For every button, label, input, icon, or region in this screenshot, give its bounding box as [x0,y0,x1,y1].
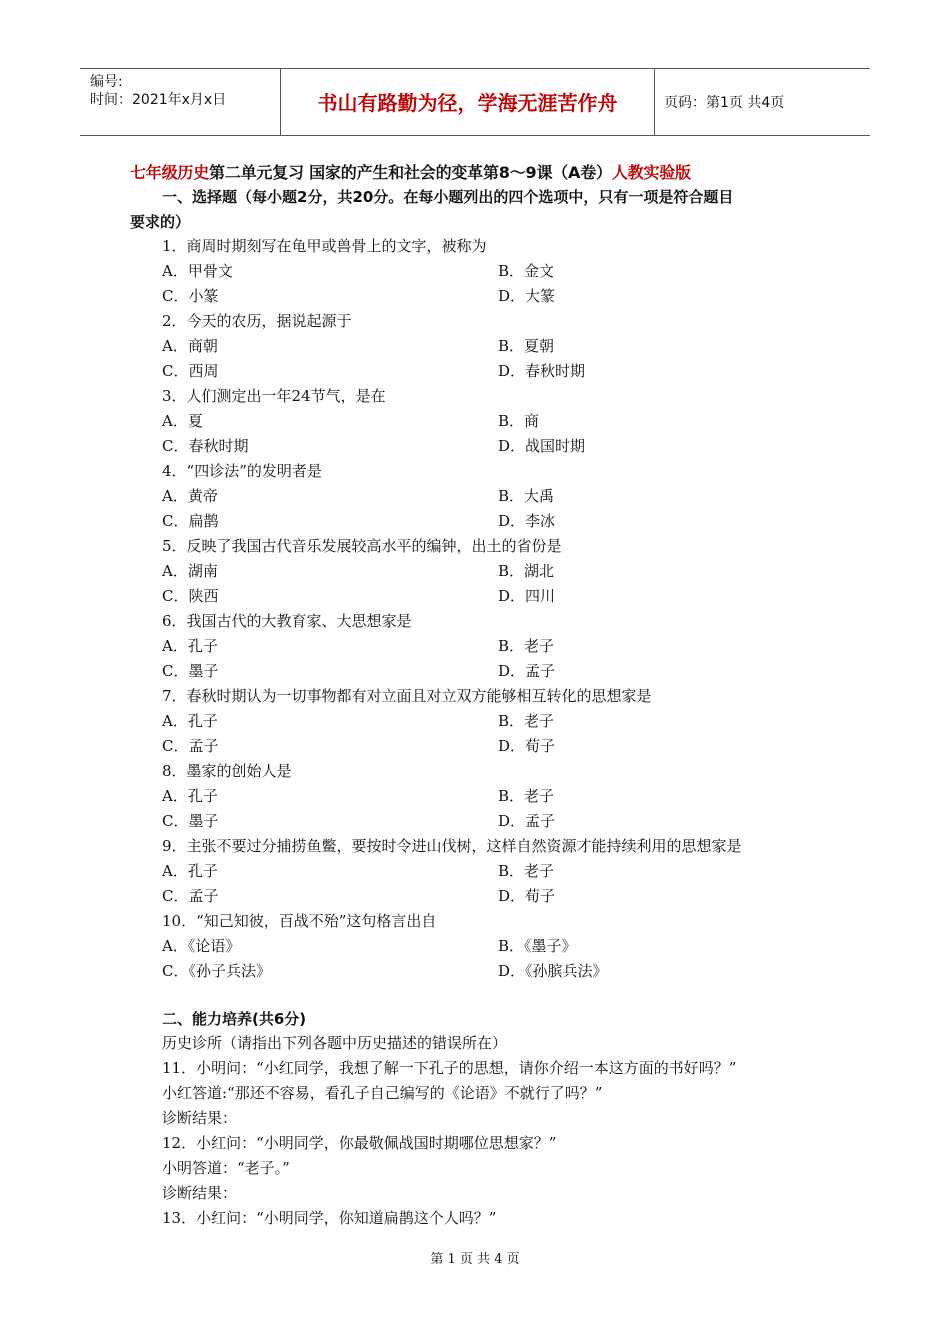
option-b: B．老子 [498,712,555,730]
question-stem: 9．主张不要过分捕捞鱼鳖，要按时令进山伐树，这样自然资源才能持续利用的思想家是 [162,837,742,855]
option-c: C．西周 [162,362,219,380]
section2-line: 13．小红问：“小明同学，你知道扁鹊这个人吗？” [162,1209,497,1227]
section1-heading-line1: 一、选择题（每小题2分，共20分。在每小题列出的四个选项中，只有一项是符合题目 [162,188,734,206]
option-b: B．老子 [498,787,555,805]
option-a: A．商朝 [162,337,218,355]
section2-line: 小明答道：“老子。” [162,1159,290,1177]
option-a: A．夏 [162,412,203,430]
option-d: D．春秋时期 [498,362,586,380]
document-number-label: 编号: [90,74,123,90]
title-edition: 人教实验版 [611,163,691,182]
option-a: A．湖南 [162,562,218,580]
document-title [130,160,691,183]
option-d: D．孟子 [498,662,556,680]
section2-line: 11．小明问：“小红同学，我想了解一下孔子的思想，请你介绍一本这方面的书好吗？” [162,1059,737,1077]
option-c: C．墨子 [162,662,219,680]
title-grade: 七年级历史 [130,163,210,182]
header-page-label: 页码：第1页 共4页 [664,95,785,111]
option-a: A．孔子 [162,862,218,880]
option-d: D．战国时期 [498,437,586,455]
document-date-label: 时间：2021年x月x日 [90,92,227,108]
question-stem: 10．“知己知彼，百战不殆”这句格言出自 [162,912,437,930]
option-d: D．荀子 [498,737,556,755]
option-d: D．荀子 [498,887,556,905]
option-d: D．大篆 [498,287,556,305]
option-b: B．商 [498,412,540,430]
section2-heading: 二、能力培养(共6分) [162,1010,307,1028]
section2-line: 12．小红问：“小明同学，你最敬佩战国时期哪位思想家？” [162,1134,557,1152]
option-a: A．孔子 [162,787,218,805]
option-c: C．春秋时期 [162,437,249,455]
section2-line: 小红答道:“那还不容易，看孔子自己编写的《论语》不就行了吗？” [162,1084,603,1102]
section1-heading-line2: 要求的） [130,213,191,231]
option-c: C．孟子 [162,887,219,905]
question-stem: 8．墨家的创始人是 [162,762,292,780]
header-divider [654,69,655,135]
question-stem: 2．今天的农历，据说起源于 [162,312,352,330]
option-a: A．孔子 [162,712,218,730]
option-d: D．《孙膑兵法》 [498,962,608,980]
question-stem: 6．我国古代的大教育家、大思想家是 [162,612,412,630]
option-c: C．陕西 [162,587,219,605]
header-motto: 书山有路勤为径，学海无涯苦作舟 [317,91,618,115]
option-d: D．李冰 [498,512,556,530]
option-c: C．小篆 [162,287,219,305]
option-c: C．扁鹊 [162,512,219,530]
option-b: B．老子 [498,637,555,655]
option-b: B．大禹 [498,487,555,505]
option-b: B．夏朝 [498,337,555,355]
question-stem: 7．春秋时期认为一切事物都有对立面且对立双方能够相互转化的思想家是 [162,687,652,705]
option-a: A．《论语》 [162,937,241,955]
question-stem: 3．人们测定出一年24节气，是在 [162,387,386,405]
option-c: C．《孙子兵法》 [162,962,271,980]
section2-line: 诊断结果： [162,1184,238,1202]
option-b: B．《墨子》 [498,937,577,955]
section2-line: 历史诊所（请指出下列各题中历史描述的错误所在） [162,1034,508,1052]
option-c: C．孟子 [162,737,219,755]
question-stem: 5．反映了我国古代音乐发展较高水平的编钟，出土的省份是 [162,537,562,555]
option-c: C．墨子 [162,812,219,830]
option-a: A．甲骨文 [162,262,233,280]
question-stem: 1．商周时期刻写在龟甲或兽骨上的文字，被称为 [162,237,487,255]
section2-line: 诊断结果： [162,1109,238,1127]
page-footer: 第 1 页 共 4 页 [430,1252,520,1267]
option-b: B．金文 [498,262,555,280]
question-stem: 4．“四诊法”的发明者是 [162,462,322,480]
option-b: B．老子 [498,862,555,880]
header-info [80,69,280,135]
section1-heading [130,185,830,235]
title-topic: 第二单元复习 国家的产生和社会的变革第8～9课（A卷） [209,163,612,182]
option-a: A．黄帝 [162,487,218,505]
option-d: D．四川 [498,587,556,605]
option-d: D．孟子 [498,812,556,830]
option-b: B．湖北 [498,562,555,580]
option-a: A．孔子 [162,637,218,655]
header-box [80,68,870,136]
